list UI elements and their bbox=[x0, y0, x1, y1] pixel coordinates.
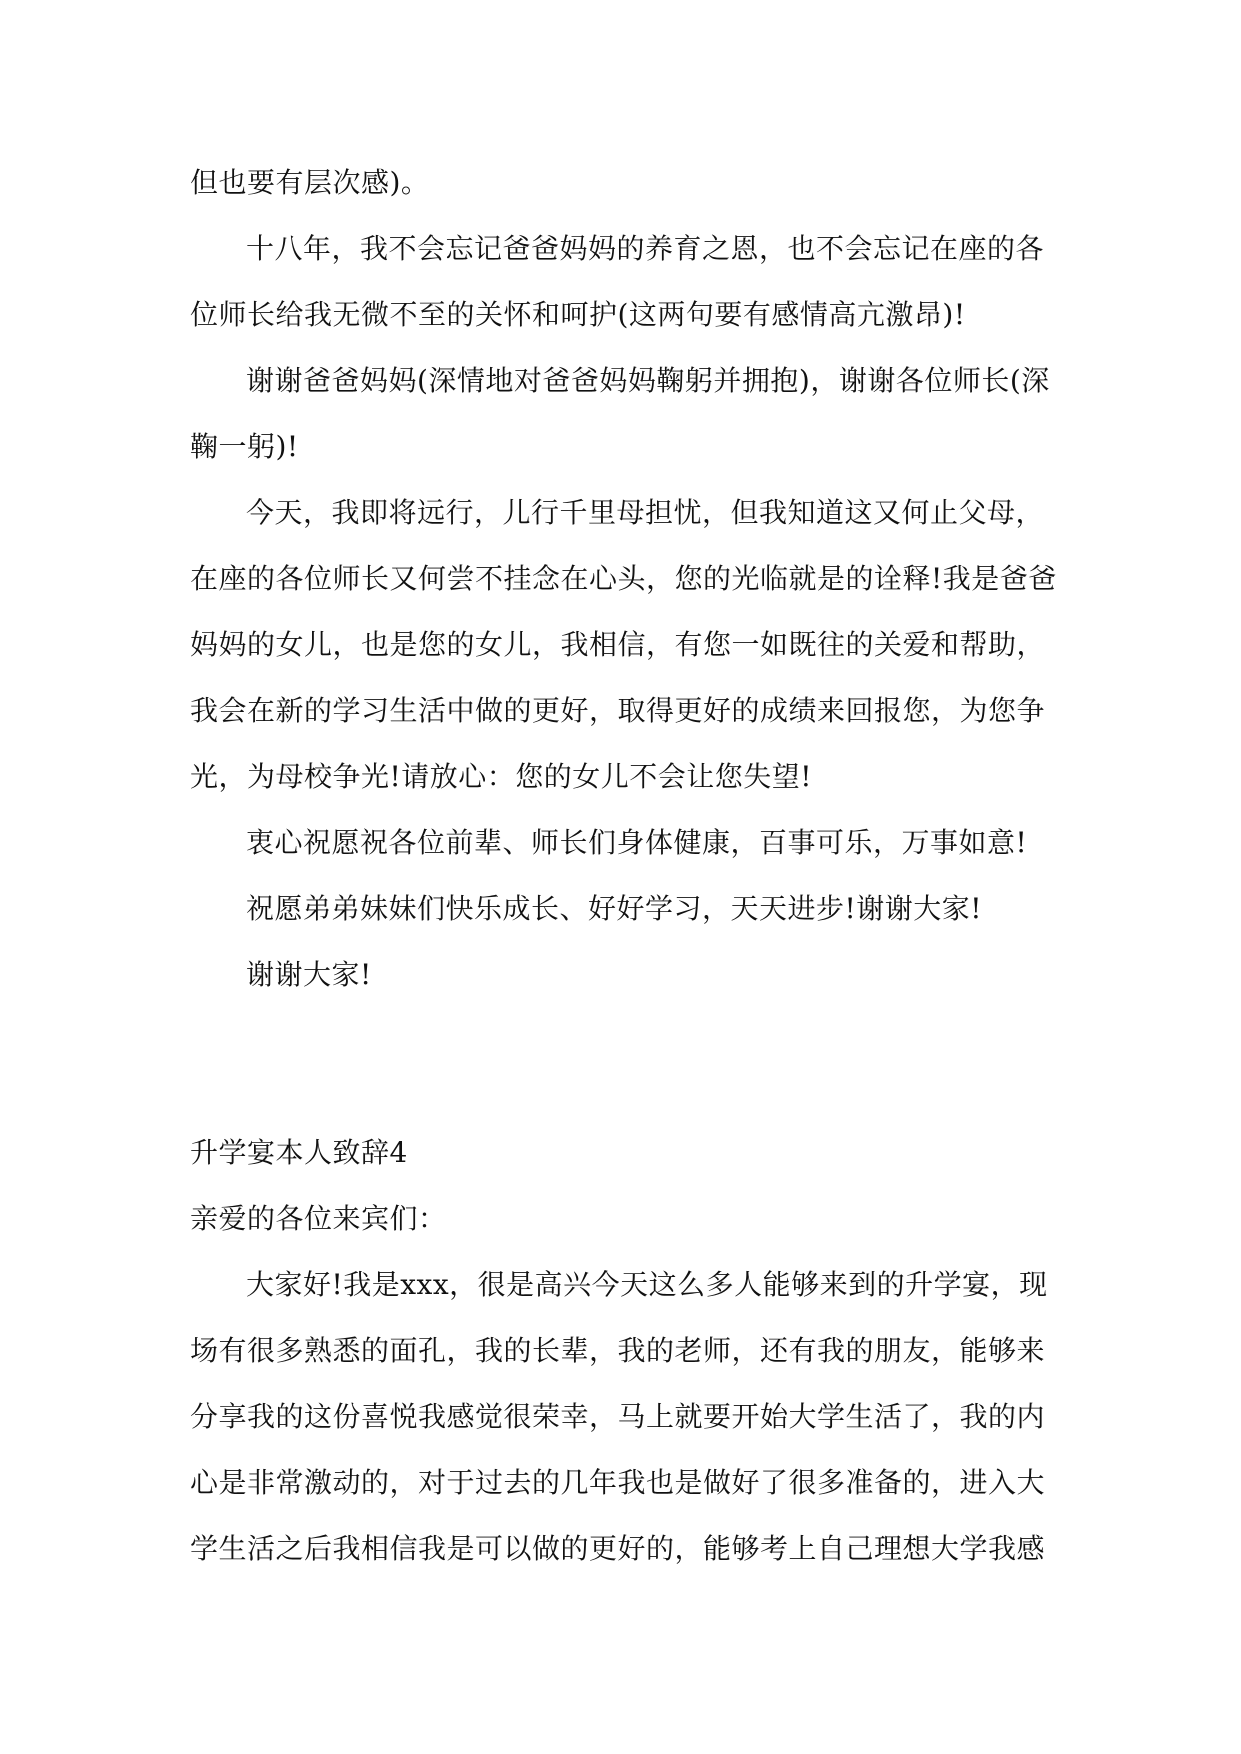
paragraph-opening: 大家好!我是xxx，很是高兴今天这么多人能够来到的升学宴，现场有很多熟悉的面孔，我的长辈，我的老师，还有我的朋友，能够来分享我的这份喜悦我感觉很荣幸，马上就要开始大学生活了，我的内心是非常激动的，对于过去的几年我也是做好了很多准备的，进入大学生活之后我相信我是可以做的更好的，能够考上自己理想大学我感 bbox=[190, 1268, 1048, 1565]
paragraph-wishes: 衷心祝愿祝各位前辈、师长们身体健康，百事可乐，万事如意! bbox=[246, 826, 1028, 859]
paragraph-continuation: 但也要有层次感)。 bbox=[190, 166, 430, 199]
paragraph-closing: 谢谢大家! bbox=[246, 958, 372, 991]
paragraph-gratitude: 十八年，我不会忘记爸爸妈妈的养育之恩，也不会忘记在座的各位师长给我无微不至的关怀和呵护(这两句要有感情高亢激昂)! bbox=[190, 232, 1045, 331]
speech-section-4 bbox=[190, 1120, 1060, 1582]
greeting-line: 亲爱的各位来宾们： bbox=[190, 1202, 447, 1235]
speech-section-continued bbox=[190, 150, 1060, 1008]
section-title: 升学宴本人致辞4 bbox=[190, 1136, 408, 1169]
paragraph-thanks: 谢谢爸爸妈妈(深情地对爸爸妈妈鞠躬并拥抱)，谢谢各位师长(深鞠一躬)! bbox=[190, 364, 1050, 463]
paragraph-farewell: 今天，我即将远行，儿行千里母担忧，但我知道这又何止父母，在座的各位师长又何尝不挂念在心头，您的光临就是的诠释!我是爸爸妈妈的女儿，也是您的女儿，我相信，有您一如既往的关爱和帮助，我会在新的学习生活中做的更好，取得更好的成绩来回报您，为您争光，为母校争光!请放心：您的女儿不会让您失望! bbox=[190, 496, 1057, 793]
paragraph-siblings-wishes: 祝愿弟弟妹妹们快乐成长、好好学习，天天进步!谢谢大家! bbox=[246, 892, 983, 925]
